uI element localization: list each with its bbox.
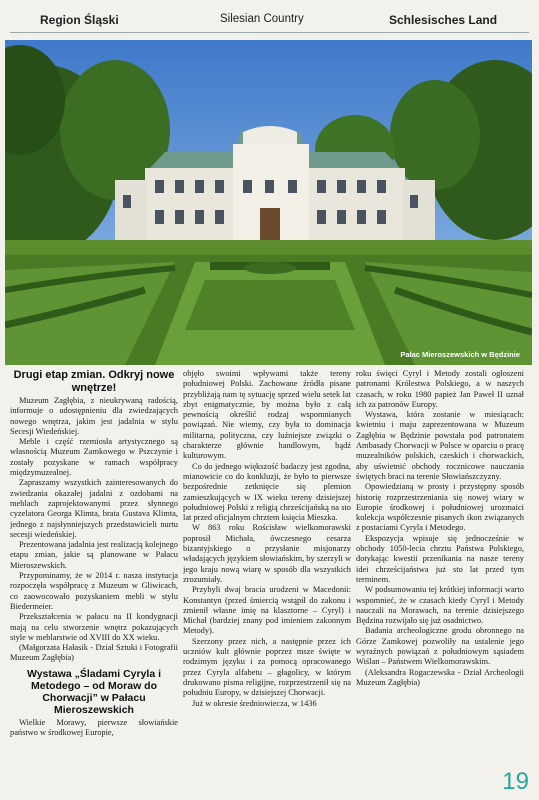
paragraph: W podsumowaniu tej krótkiej informacji warto wspomnieć, że w czasach kiedy Cyryl i Metody nauczali na Morawach, na terenie dzisiejszego Będzina rozwijało się już osadnictwo.: [356, 585, 524, 626]
paragraph: W 863 roku Rościsław wielkomorawski poprosił Michała, ówczesnego cesarza bizantyjskiego o przysłanie misjonarzy władających językiem słowiańskim, by szerzyli w jego kraju nową wiarę w sposób dla wszystkich zrozumiały.: [183, 523, 351, 584]
column-3: [356, 369, 524, 769]
paragraph: Prezentowana jadalnia jest realizacją kolejnego etapu zmian, jakie są planowane w Pałacu Mieroszewskich.: [10, 540, 178, 570]
paragraph: Badania archeologiczne grodu obronnego na Górze Zamkowej pozwoliły na ustalenie jego wyraźnych powiązań z południowym sąsiadem Wiślan – Państwem Wielkomorawskim.: [356, 626, 524, 667]
paragraph: Wystawa, która zostanie w miesiącach: kwietniu i maju zaprezentowana w Muzeum Zagłębia w Będzinie powstała pod patronatem Ambasady Chorwacji w Polsce w oparciu o pracę muzealników polskich, czeskich i chorwackich, aby uświetnić obchody rocznicowe nauczania świętych braci na terenie Słowiańszczyzny.: [356, 410, 524, 481]
author-credit-1: (Małgorzata Hałasik - Dział Sztuki i Fotografii Muzeum Zagłębia): [10, 643, 178, 663]
paragraph: Szerzony przez nich, a następnie przez ich uczniów kult głównie poprzez msze święte w rodzimym języku i za pomocą opracowanego przez Cyryla alfabetu – głagolicy, w którym drukowano pisma religijne, rozprzestrzenił się na południu Europy, w dzisiejszej Chorwacji.: [183, 636, 351, 698]
running-header: [0, 0, 539, 36]
paragraph: Już w okresie średniowiecza, w 1436: [192, 698, 317, 708]
article-heading-1: Drugi etap zmian. Odkryj nowe wnętrze!: [13, 369, 175, 394]
palace-photo: [5, 40, 532, 365]
paragraph: roku święci Cyryl i Metody zostali ogłoszeni patronami Królestwa Polskiego, a w naszych czasach, w roku 1980 papież Jan Paweł II uznał ich za patronów Europy.: [356, 369, 524, 409]
article-heading-2: Wystawa „Śladami Cyryla i Metodego – od Moraw do Chorwacji” w Pałacu Mieroszewskich: [26, 667, 162, 716]
paragraph: Przypominamy, że w 2014 r. nasza instytucja rozpoczęła współpracę z Muzeum w Gliwicach, co zaowocowało pozyskaniem mebli w stylu Biedermeier.: [10, 571, 178, 611]
header-left: Region Śląski: [40, 13, 119, 27]
paragraph: Meble i część rzemiosła artystycznego są własnością Muzeum Zamkowego w Pszczynie i zostały pozyskane w ramach współpracy międzymuzealnej.: [10, 437, 178, 478]
column-1: [10, 369, 178, 769]
page-number: 19: [502, 768, 529, 795]
paragraph: Wielkie Morawy, pierwsze słowiańskie państwo w środkowej Europie,: [10, 717, 178, 738]
paragraph: Opowiedzianą w prosty i przystępny sposób historię rozprzestrzeniania się nowej wiary w Europie środkowej i południowej urozmaici kolekcja współczesnie pisanych ikon związanych z postaciami Cyryla i Metodego.: [356, 482, 524, 533]
header-right: Schlesisches Land: [389, 13, 498, 27]
header-center: Silesian Country: [220, 13, 304, 25]
paragraph: Przybyli dwaj bracia urodzeni w Macedonii: Konstantyn (przed śmiercią wstąpił do zakonu i zmienił własne imię na klasztorne – Cyryl) i Michał (bardziej znany pod imieniem zakonnym Metody).: [183, 585, 351, 636]
header-rule: [10, 32, 529, 33]
paragraph: Muzeum Zagłębia, z nieukrywaną radością, informuje o udostępnieniu dla zwiedzających nowego wnętrza, jakim jest jadalnia w stylu Secesji Wiedeńskiej.: [10, 396, 178, 436]
paragraph: Przekształcenia w pałacu na II kondygnacji mają na celu stworzenie wnętrz pokazujących style w meblarstwie od XVIII do XX wieku.: [10, 612, 178, 642]
paragraph: Co do jednego większość badaczy jest zgodna, mianowicie co do konkluzji, że było to pierwsze bezpośrednie zetknięcie się plemion zamieszkujących w IX wieku tereny dzisiejszej południowej Polski z religią chrześcijańską na sto lat przed oficjalnym chrztem księcia Mieszka.: [183, 461, 351, 523]
column-2: [183, 369, 351, 769]
photo-caption: Pałac Mieroszewskich w Będzinie: [400, 350, 520, 359]
paragraph: Zapraszamy wszystkich zainteresowanych do zwiedzania okazałej jadalni z ozdobami na meblach zaprojektowanymi przez słynnego cyzelatora Georga Klimta, brata Gustava Klimta, jednego z najsłynniejszych przedstawicieli nurtu secesji wiedeńskiej.: [10, 478, 178, 539]
paragraph: objęło swoimi wpływami także tereny południowej Polski. Zachowane źródła pisane przybliżają nam tę sytuację sprzed wielu setek lat zbyt enigmatycznie, by można było z całą pewnością określić rodzaj wspomnianych powiązań. Nie wiemy, czy była to dominacja militarna, polityczna, czy luźniejsze związki o charakterze głównie handlowym, bądź kulturowym.: [183, 369, 351, 461]
paragraph: Ekspozycja wpisuje się jednocześnie w obchody 1050-lecia chrztu Państwa Polskiego, dotykając kwestii przenikania na nasze tereny idei chrześcijaństwa już sto lat przed tym terminem.: [356, 533, 524, 584]
palace-illustration: [5, 40, 532, 365]
author-credit-2: (Aleksandra Rogaczewska - Dział Archeologii Muzeum Zagłębia): [356, 667, 524, 687]
